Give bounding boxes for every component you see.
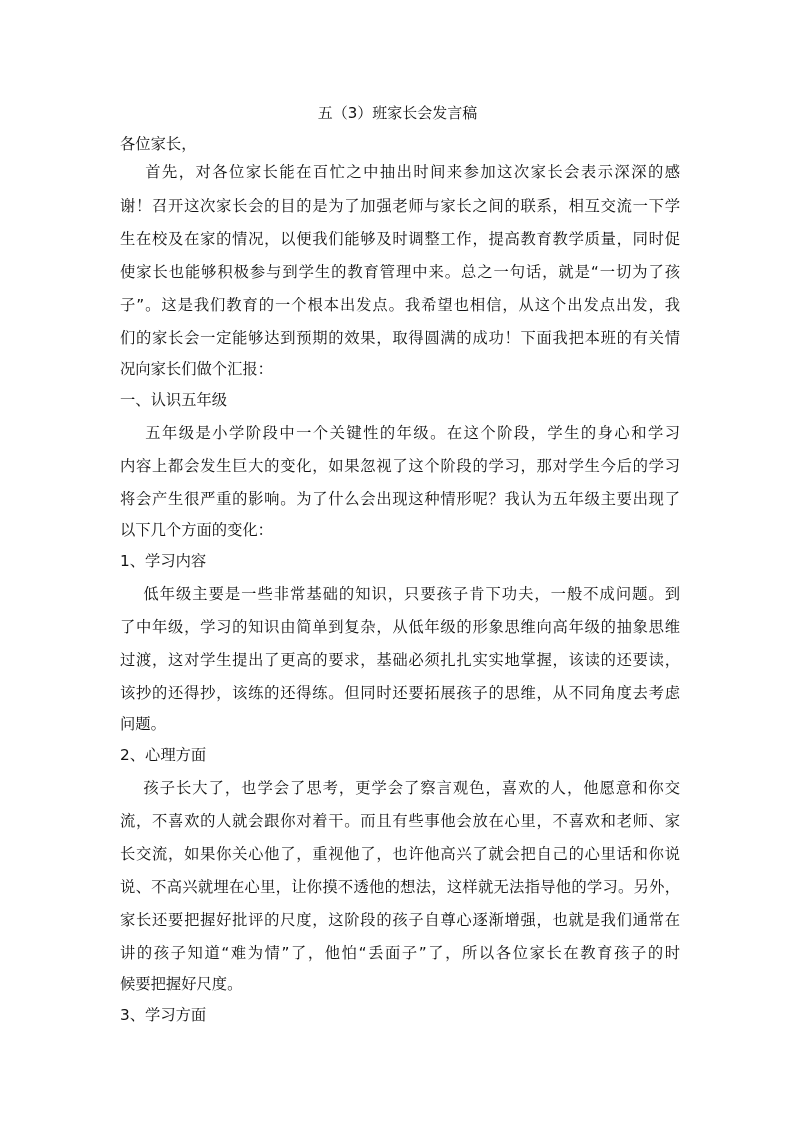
document-title: 五（3）班家长会发言稿 bbox=[317, 104, 478, 122]
paragraph-line: 生在校及在家的情况，以便我们能够及时调整工作，提高教育教学质量，同时促 bbox=[120, 230, 680, 248]
subsection-heading: 1、学习内容 bbox=[120, 552, 207, 570]
paragraph-line: 家长还要把握好批评的尺度，这阶段的孩子自尊心逐渐增强，也就是我们通常在 bbox=[120, 911, 680, 929]
paragraph-line: 以下几个方面的变化： bbox=[120, 521, 273, 539]
paragraph-line: 谢！召开这次家长会的目的是为了加强老师与家长之间的联系，相互交流一下学 bbox=[120, 197, 680, 215]
paragraph-line: 首先，对各位家长能在百忙之中抽出时间来参加这次家长会表示深深的感 bbox=[120, 163, 680, 181]
paragraph-line: 了中年级，学习的知识由简单到复杂，从低年级的形象思维向高年级的抽象思维 bbox=[120, 618, 680, 636]
paragraph-line: 内容上都会发生巨大的变化，如果忽视了这个阶段的学习，那对学生今后的学习 bbox=[120, 457, 680, 475]
paragraph-line: 说、不高兴就埋在心里，让你摸不透他的想法，这样就无法指导他的学习。另外， bbox=[120, 878, 680, 896]
paragraph-line: 孩子长大了，也学会了思考，更学会了察言观色，喜欢的人，他愿意和你交 bbox=[120, 779, 680, 797]
paragraph-line: 该抄的还得抄，该练的还得练。但同时还要拓展孩子的思维，从不同角度去考虑 bbox=[120, 684, 680, 702]
paragraph-line: 讲的孩子知道“难为情”了，他怕“丢面子”了，所以各位家长在教育孩子的时 bbox=[120, 944, 680, 962]
salutation: 各位家长， bbox=[120, 135, 197, 153]
paragraph-line: 子”。这是我们教育的一个根本出发点。我希望也相信，从这个出发点出发，我 bbox=[120, 296, 680, 314]
paragraph-line: 使家长也能够积极参与到学生的教育管理中来。总之一句话，就是“一切为了孩 bbox=[120, 263, 680, 281]
paragraph-line: 低年级主要是一些非常基础的知识，只要孩子肯下功夫，一般不成问题。到 bbox=[120, 585, 680, 603]
subsection-heading: 2、心理方面 bbox=[120, 746, 207, 764]
paragraph-line: 问题。 bbox=[120, 715, 166, 733]
paragraph-line: 们的家长会一定能够达到预期的效果，取得圆满的成功！下面我把本班的有关情 bbox=[120, 329, 680, 347]
paragraph-line: 过渡，这对学生提出了更高的要求，基础必须扎扎实实地掌握，该读的还要读， bbox=[120, 651, 680, 669]
paragraph-line: 况向家长们做个汇报： bbox=[120, 360, 273, 378]
paragraph-line: 候要把握好尺度。 bbox=[120, 975, 243, 993]
section-heading: 一、认识五年级 bbox=[120, 391, 228, 409]
paragraph-line: 流，不喜欢的人就会跟你对着干。而且有些事他会放在心里，不喜欢和老师、家 bbox=[120, 812, 680, 830]
paragraph-line: 将会产生很严重的影响。为了什么会出现这种情形呢？我认为五年级主要出现了 bbox=[120, 490, 680, 508]
subsection-heading: 3、学习方面 bbox=[120, 1006, 207, 1024]
paragraph-line: 长交流，如果你关心他了，重视他了，也许他高兴了就会把自己的心里话和你说 bbox=[120, 845, 680, 863]
paragraph-line: 五年级是小学阶段中一个关键性的年级。在这个阶段，学生的身心和学习 bbox=[120, 424, 680, 442]
